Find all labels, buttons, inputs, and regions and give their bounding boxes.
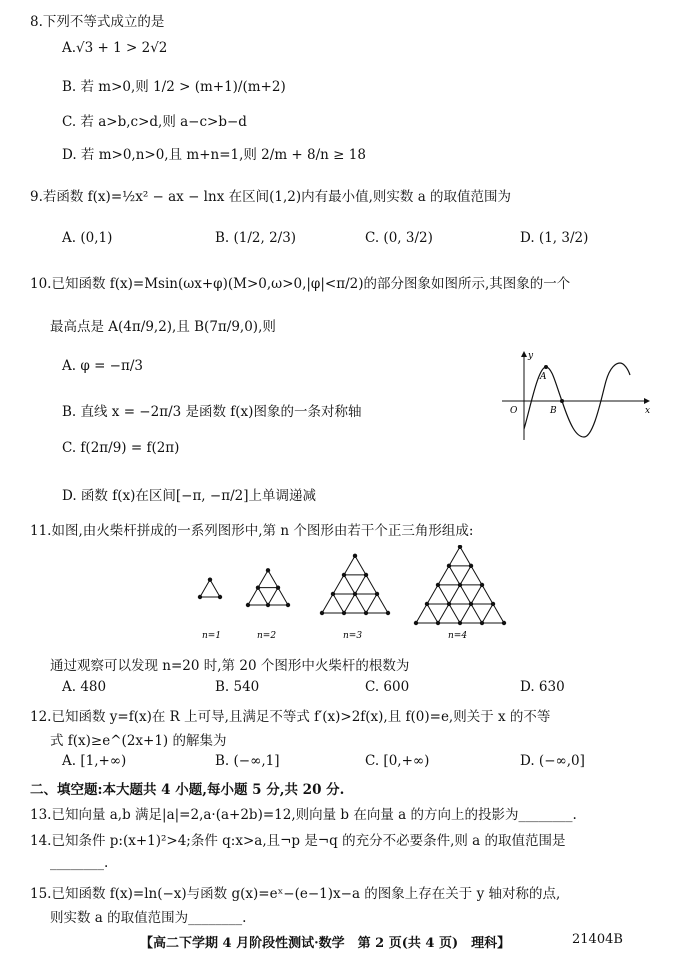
q11-option-d: D. 630: [520, 679, 565, 695]
q9-stem: 9.若函数 f(x)=½x² − ax − lnx 在区间(1,2)内有最小值,则实数 a 的取值范围为: [30, 189, 512, 205]
point-b: [560, 399, 564, 403]
matchstick-head: [353, 554, 357, 558]
matchstick-head: [208, 577, 212, 581]
label-n1: n=1: [202, 631, 222, 641]
matchstick: [333, 594, 344, 613]
matchstick-head: [447, 602, 451, 606]
matchstick: [449, 604, 460, 623]
matchstick: [377, 594, 388, 613]
q15-line2: 则实数 a 的取值范围为________.: [50, 910, 247, 926]
q10-option-c: C. f(2π/9) = f(2π): [62, 440, 180, 456]
matchstick-head: [276, 585, 280, 589]
matchstick: [355, 575, 366, 594]
q10-stem-line2: 最高点是 A(4π/9,2),且 B(7π/9,0),则: [50, 319, 276, 335]
matchstick-head: [218, 595, 222, 599]
matchstick-head: [246, 603, 250, 607]
matchstick-head: [198, 595, 202, 599]
q10-option-a: A. φ = −π/3: [62, 358, 143, 374]
matchstick: [482, 585, 493, 604]
x-axis-label: x: [645, 406, 651, 416]
q11-option-c: C. 600: [365, 679, 410, 695]
q8-option-c: C. 若 a>b,c>d,则 a−c>b−d: [62, 114, 247, 130]
q14-line1: 14.已知条件 p:(x+1)²>4;条件 q:x>a,且¬p 是¬q 的充分不必要条件,则 a 的取值范围是: [30, 833, 566, 849]
matchstick-head: [266, 603, 270, 607]
matchstick-head: [480, 621, 484, 625]
matchstick-head: [353, 592, 357, 596]
matchstick: [268, 570, 278, 587]
matchstick-head: [447, 564, 451, 568]
q12-option-b: B. (−∞,1]: [215, 753, 280, 769]
label-n3: n=3: [343, 631, 363, 641]
matchstick: [278, 588, 288, 605]
q10-sine-graph: [500, 345, 660, 445]
matchstick: [200, 580, 210, 597]
q9-option-a: A. (0,1): [62, 230, 113, 246]
section-heading: 二、填空题:本大题共 4 小题,每小题 5 分,共 20 分.: [30, 782, 345, 798]
q11-stem: 11.如图,由火柴杆拼成的一系列图形中,第 n 个图形由若干个正三角形组成:: [30, 523, 474, 539]
matchstick-head: [364, 573, 368, 577]
matchstick: [344, 594, 355, 613]
matchstick: [416, 604, 427, 623]
matchstick: [449, 547, 460, 566]
matchstick: [438, 585, 449, 604]
matchstick: [268, 588, 278, 605]
matchstick: [355, 556, 366, 575]
matchstick-head: [320, 611, 324, 615]
matchstick-head: [502, 621, 506, 625]
figure-n1: [198, 577, 222, 599]
matchstick: [366, 575, 377, 594]
q8-option-a: A.√3 + 1 > 2√2: [62, 40, 168, 56]
matchstick: [427, 604, 438, 623]
matchstick: [248, 588, 258, 605]
matchstick-head: [436, 621, 440, 625]
matchstick: [427, 585, 438, 604]
matchstick: [460, 547, 471, 566]
q15-line1: 15.已知函数 f(x)=ln(−x)与函数 g(x)=eˣ−(e−1)x−a 的图象上存在关于 y 轴对称的点,: [30, 886, 561, 902]
matchstick: [493, 604, 504, 623]
q9-option-b: B. (1/2, 2/3): [215, 230, 297, 246]
figure-n2: [246, 568, 290, 607]
q8-stem: 8.下列不等式成立的是: [30, 14, 165, 30]
q13: 13.已知向量 a,b 满足|a|=2,a·(a+2b)=12,则向量 b 在向量 a 的方向上的投影为________.: [30, 807, 577, 823]
matchstick-head: [436, 583, 440, 587]
matchstick-head: [375, 592, 379, 596]
footer-title: 【高二下学期 4 月阶段性测试·数学 第 2 页(共 4 页) 理科】: [140, 936, 511, 951]
matchstick: [438, 604, 449, 623]
label-n4: n=4: [448, 631, 468, 641]
matchstick-head: [414, 621, 418, 625]
matchstick-head: [266, 568, 270, 572]
matchstick-head: [469, 564, 473, 568]
q9-option-d: D. (1, 3/2): [520, 230, 589, 246]
matchstick: [449, 585, 460, 604]
matchstick: [258, 570, 268, 587]
figure-n4: [414, 545, 506, 625]
matchstick: [258, 588, 268, 605]
footer-code: 21404B: [572, 932, 623, 947]
q11-matchstick-figures: [190, 545, 520, 645]
q14-line2: ________.: [50, 855, 109, 871]
q11-text: 通过观察可以发现 n=20 时,第 20 个图形中火柴杆的根数为: [50, 658, 410, 674]
q10-stem: 10.已知函数 f(x)=Msin(ωx+φ)(M>0,ω>0,|φ|<π/2)的部分图象如图所示,其图象的一个: [30, 276, 571, 292]
matchstick-head: [342, 573, 346, 577]
q12-stem: 12.已知函数 y=f(x)在 R 上可导,且满足不等式 f′(x)>2f(x),且 f(0)=e,则关于 x 的不等: [30, 709, 551, 725]
matchstick-head: [458, 545, 462, 549]
matchstick-head: [364, 611, 368, 615]
y-axis-label: y: [528, 351, 534, 361]
matchstick: [460, 585, 471, 604]
q11-option-a: A. 480: [62, 679, 107, 695]
matchstick: [460, 566, 471, 585]
q11-option-b: B. 540: [215, 679, 260, 695]
matchstick: [366, 594, 377, 613]
matchstick-head: [458, 621, 462, 625]
q12-stem-line2: 式 f(x)≥e^(2x+1) 的解集为: [50, 733, 227, 749]
matchstick-head: [458, 583, 462, 587]
matchstick-head: [425, 602, 429, 606]
matchstick: [210, 580, 220, 597]
q9-option-c: C. (0, 3/2): [365, 230, 433, 246]
matchstick-head: [469, 602, 473, 606]
q12-option-c: C. [0,+∞): [365, 753, 430, 769]
q10-option-b: B. 直线 x = −2π/3 是函数 f(x)图象的一条对称轴: [62, 404, 362, 420]
figure-n3: [320, 554, 390, 616]
matchstick: [438, 566, 449, 585]
q12-option-d: D. (−∞,0]: [520, 753, 585, 769]
matchstick: [471, 585, 482, 604]
q8-option-d: D. 若 m>0,n>0,且 m+n=1,则 2/m + 8/n ≥ 18: [62, 147, 366, 163]
matchstick-head: [342, 611, 346, 615]
matchstick: [471, 566, 482, 585]
matchstick: [333, 575, 344, 594]
matchstick-head: [286, 603, 290, 607]
matchstick-head: [491, 602, 495, 606]
q8-option-b: B. 若 m>0,则 1/2 > (m+1)/(m+2): [62, 79, 286, 95]
matchstick: [482, 604, 493, 623]
point-a-label: A: [540, 372, 547, 382]
matchstick: [344, 556, 355, 575]
matchstick: [344, 575, 355, 594]
matchstick: [322, 594, 333, 613]
point-a: [544, 365, 548, 369]
matchstick: [449, 566, 460, 585]
q10-option-d: D. 函数 f(x)在区间[−π, −π/2]上单调递减: [62, 488, 316, 504]
q12-option-a: A. [1,+∞): [62, 753, 127, 769]
matchstick: [471, 604, 482, 623]
label-n2: n=2: [257, 631, 277, 641]
matchstick: [460, 604, 471, 623]
point-b-label: B: [550, 406, 557, 416]
matchstick: [355, 594, 366, 613]
matchstick-head: [256, 585, 260, 589]
matchstick-head: [331, 592, 335, 596]
origin-label: O: [510, 406, 518, 416]
matchstick-head: [386, 611, 390, 615]
matchstick-head: [480, 583, 484, 587]
